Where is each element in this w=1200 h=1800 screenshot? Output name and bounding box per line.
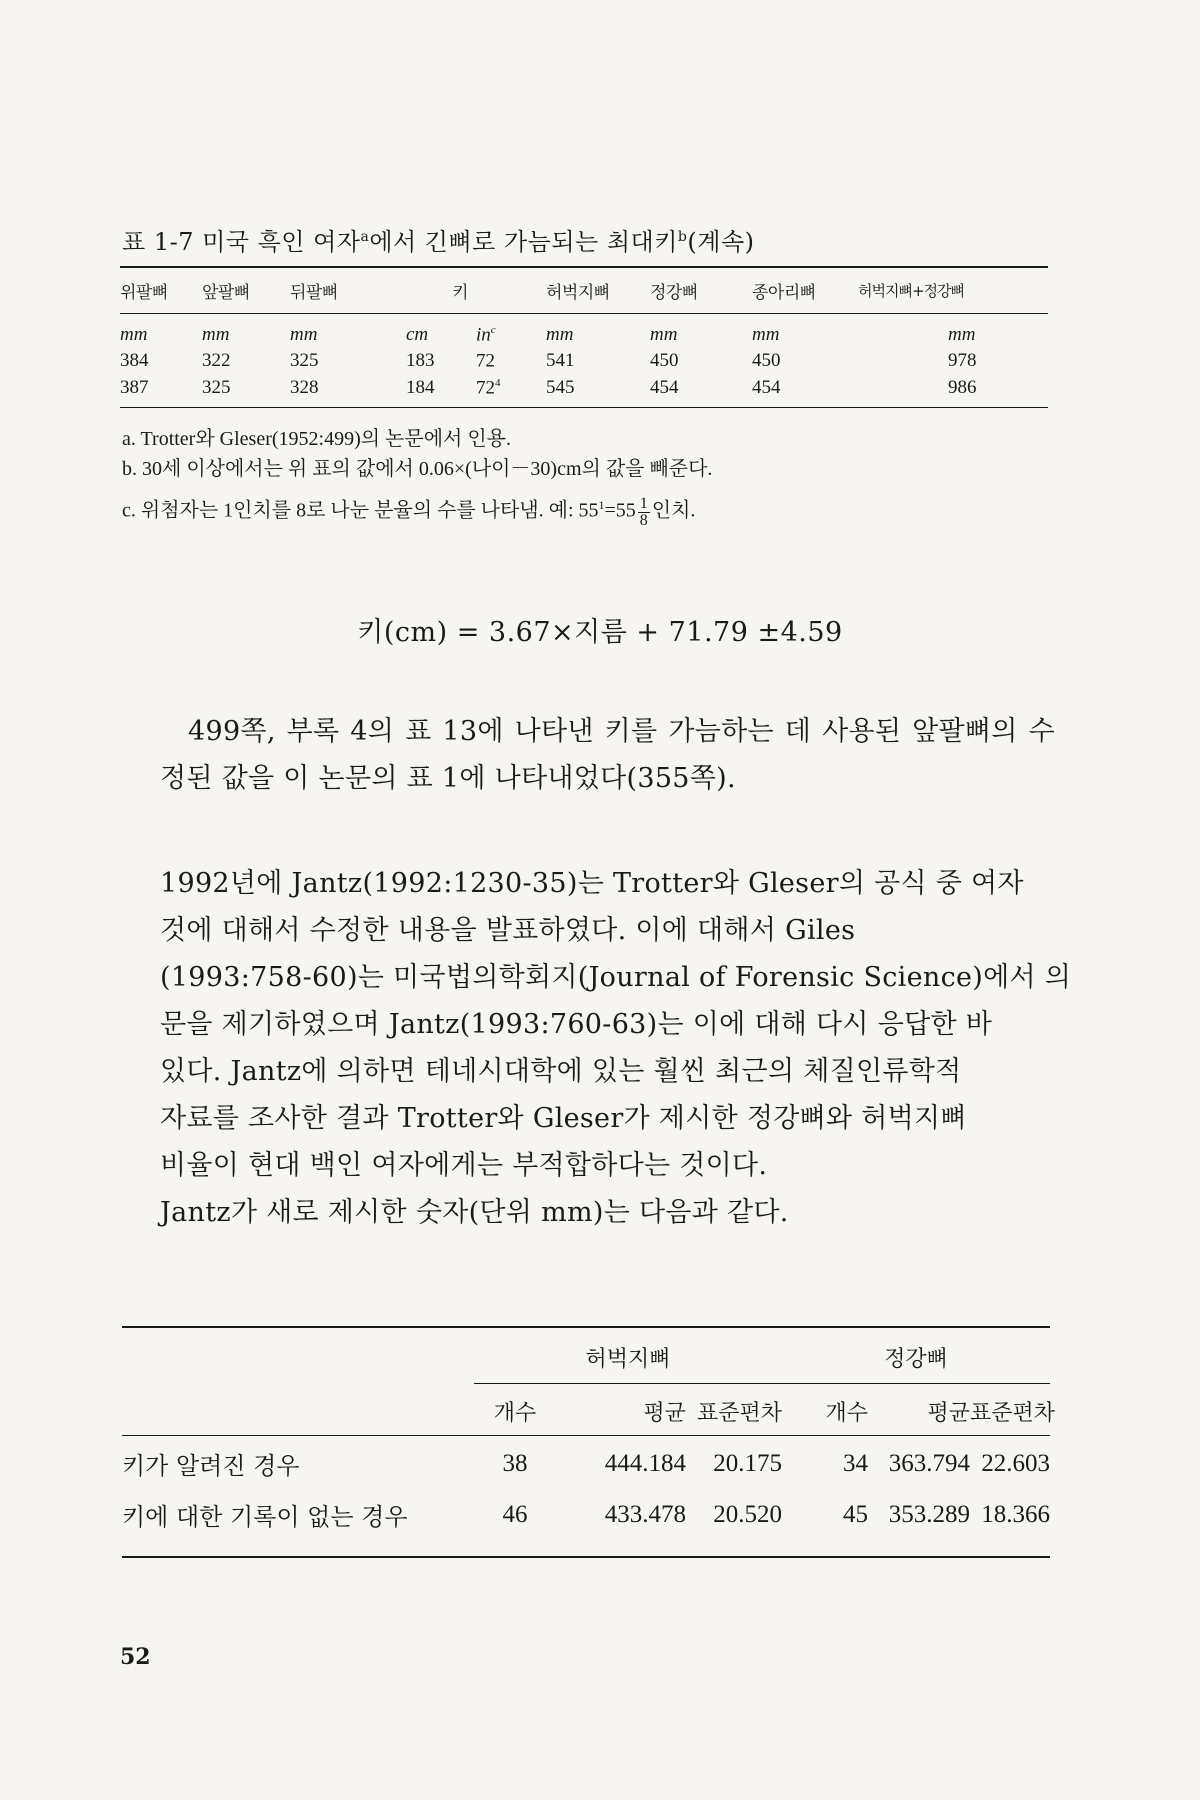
table-cell: 20.175 [713, 1449, 783, 1477]
table-row [122, 1487, 1050, 1557]
unit-cell: mm [546, 324, 574, 346]
sub-header-row [122, 1384, 1050, 1436]
column-header: 종아리뼈 [752, 267, 858, 314]
unit-cell: cm [406, 324, 429, 346]
footnote-c: c. 위첨자는 1인치를 8로 나눈 분율의 수를 나타냄. 예: $55^1=55$ $\frac{1}{8}$ 인치. [122, 494, 696, 529]
table-cell: 22.603 [981, 1449, 1051, 1477]
column-header: 개수 [474, 1384, 556, 1436]
table-cell: 325 [290, 350, 319, 372]
table-cell: 450 [650, 350, 679, 372]
group-header-femur: 허벅지뼈 [474, 1327, 782, 1384]
table-cell: 325 [202, 375, 290, 408]
paragraph [160, 860, 1072, 1236]
group-header-row [122, 1327, 1050, 1384]
paragraph-line: (1993:758-60)는 미국법의학회지(Journal of Forensic Science)에서 의 [160, 962, 1072, 993]
unit-cell: mm [752, 324, 780, 346]
table-cell: 978 [948, 350, 977, 372]
jantz-table [122, 1326, 1056, 1558]
table-row [122, 1436, 1050, 1488]
table-cell: 45 [782, 1487, 868, 1557]
column-header: 평균 [556, 1384, 686, 1436]
paragraph-line: Jantz가 새로 제시한 숫자(단위 mm)는 다음과 같다. [160, 1197, 789, 1228]
column-header: 개수 [782, 1384, 868, 1436]
paragraph-line: 있다. Jantz에 의하면 테네시대학에 있는 훨씬 최근의 체질인류학적 [160, 1056, 962, 1087]
column-header: 평균 [868, 1384, 970, 1436]
units-row [120, 314, 1048, 349]
column-header: 허벅지뼈+정강뼈 [858, 267, 1048, 314]
row-label: 키에 대한 기록이 없는 경우 [122, 1487, 474, 1557]
paragraph-line: 비율이 현대 백인 여자에게는 부적합하다는 것이다. [160, 1150, 768, 1181]
page-number: 52 [120, 1644, 151, 1670]
table-cell: 541 [546, 350, 575, 372]
empty-header [122, 1327, 474, 1384]
paragraph [160, 708, 1055, 802]
paragraph-line: 자료를 조사한 결과 Trotter와 Gleser가 제시한 정강뼈와 허벅지뼈 [160, 1103, 967, 1134]
table-cell: 545 [546, 375, 650, 408]
table-cell: 328 [290, 375, 406, 408]
footnote-a: a. Trotter와 Gleser(1952:499)의 논문에서 인용. [122, 428, 511, 450]
column-header: 표준편차 [970, 1384, 1050, 1436]
table-cell: 322 [202, 350, 231, 372]
fraction: $\frac{1}{8}$ [639, 494, 648, 529]
column-header: 뒤팔뼈 [290, 267, 406, 314]
table-cell: 183 [406, 350, 435, 372]
table-row [120, 348, 1048, 374]
row-label: 키가 알려진 경우 [122, 1452, 300, 1480]
table-cell: 444.184 [604, 1449, 686, 1477]
unit-cell: mm [120, 324, 148, 346]
column-header: 키 [406, 267, 468, 314]
table-header-row [120, 267, 1048, 314]
table-cell: 454 [650, 375, 752, 408]
table-cell: 46 [474, 1487, 556, 1557]
table-cell: 184 [406, 375, 468, 408]
unit-cell: mm [290, 324, 318, 346]
paragraph-line: 1992년에 Jantz(1992:1230-35)는 Trotter와 Gleser의 공식 중 여자 [160, 868, 1024, 899]
unit-cell: mm [948, 324, 976, 346]
table-cell: 363.794 [888, 1449, 971, 1477]
stature-table [120, 266, 1048, 408]
paragraph-line: 것에 대해서 수정한 내용을 발표하였다. 이에 대해서 Giles [160, 915, 856, 946]
table-cell: 34 [843, 1449, 869, 1477]
table-cell: 20.520 [686, 1487, 782, 1557]
footnote-b: b. 30세 이상에서는 위 표의 값에서 0.06×(나이－30)cm의 값을 빼준다. [122, 458, 713, 480]
column-header: 표준편차 [686, 1384, 782, 1436]
table-cell: 384 [120, 350, 149, 372]
table-cell: 454 [752, 375, 858, 408]
column-header: 정강뼈 [650, 267, 752, 314]
stature-formula: 키(cm) = 3.67×지름 + 71.79 ±4.59 [357, 617, 843, 648]
paragraph-line: 문을 제기하였으며 Jantz(1993:760-63)는 이에 대해 다시 응답한 바 [160, 1009, 993, 1040]
column-header: 위팔뼈 [120, 267, 202, 314]
table-cell: 38 [502, 1449, 528, 1477]
table-cell: 433.478 [556, 1487, 686, 1557]
unit-cell: mm [650, 324, 678, 346]
empty-header [122, 1384, 474, 1436]
table-footnotes [122, 424, 1052, 529]
column-header: 허벅지뼈 [546, 267, 650, 314]
table-cell: 72 [476, 350, 495, 372]
unit-cell: $in^c$ [476, 324, 496, 346]
table-cell: $72^4$ [468, 375, 546, 408]
unit-cell: mm [202, 324, 230, 346]
paragraph-text: 499쪽, 부록 4의 표 13에 나타낸 키를 가늠하는 데 사용된 앞팔뼈의 수정된 값을 이 논문의 표 1에 나타내었다(355쪽). [160, 716, 1055, 794]
table-cell: 387 [120, 375, 202, 408]
column-header: 앞팔뼈 [202, 267, 290, 314]
table-cell: 450 [752, 350, 781, 372]
table-caption: 표 1-7 미국 흑인 여자$^a$에서 긴뼈로 가늠되는 최대키$^b$(계속) [122, 228, 755, 256]
table-row [120, 375, 1048, 408]
table-cell: 18.366 [970, 1487, 1050, 1557]
group-header-tibia: 정강뼈 [782, 1327, 1050, 1384]
table-cell: 353.289 [868, 1487, 970, 1557]
table-cell: 986 [858, 375, 1048, 408]
column-header [468, 267, 546, 314]
